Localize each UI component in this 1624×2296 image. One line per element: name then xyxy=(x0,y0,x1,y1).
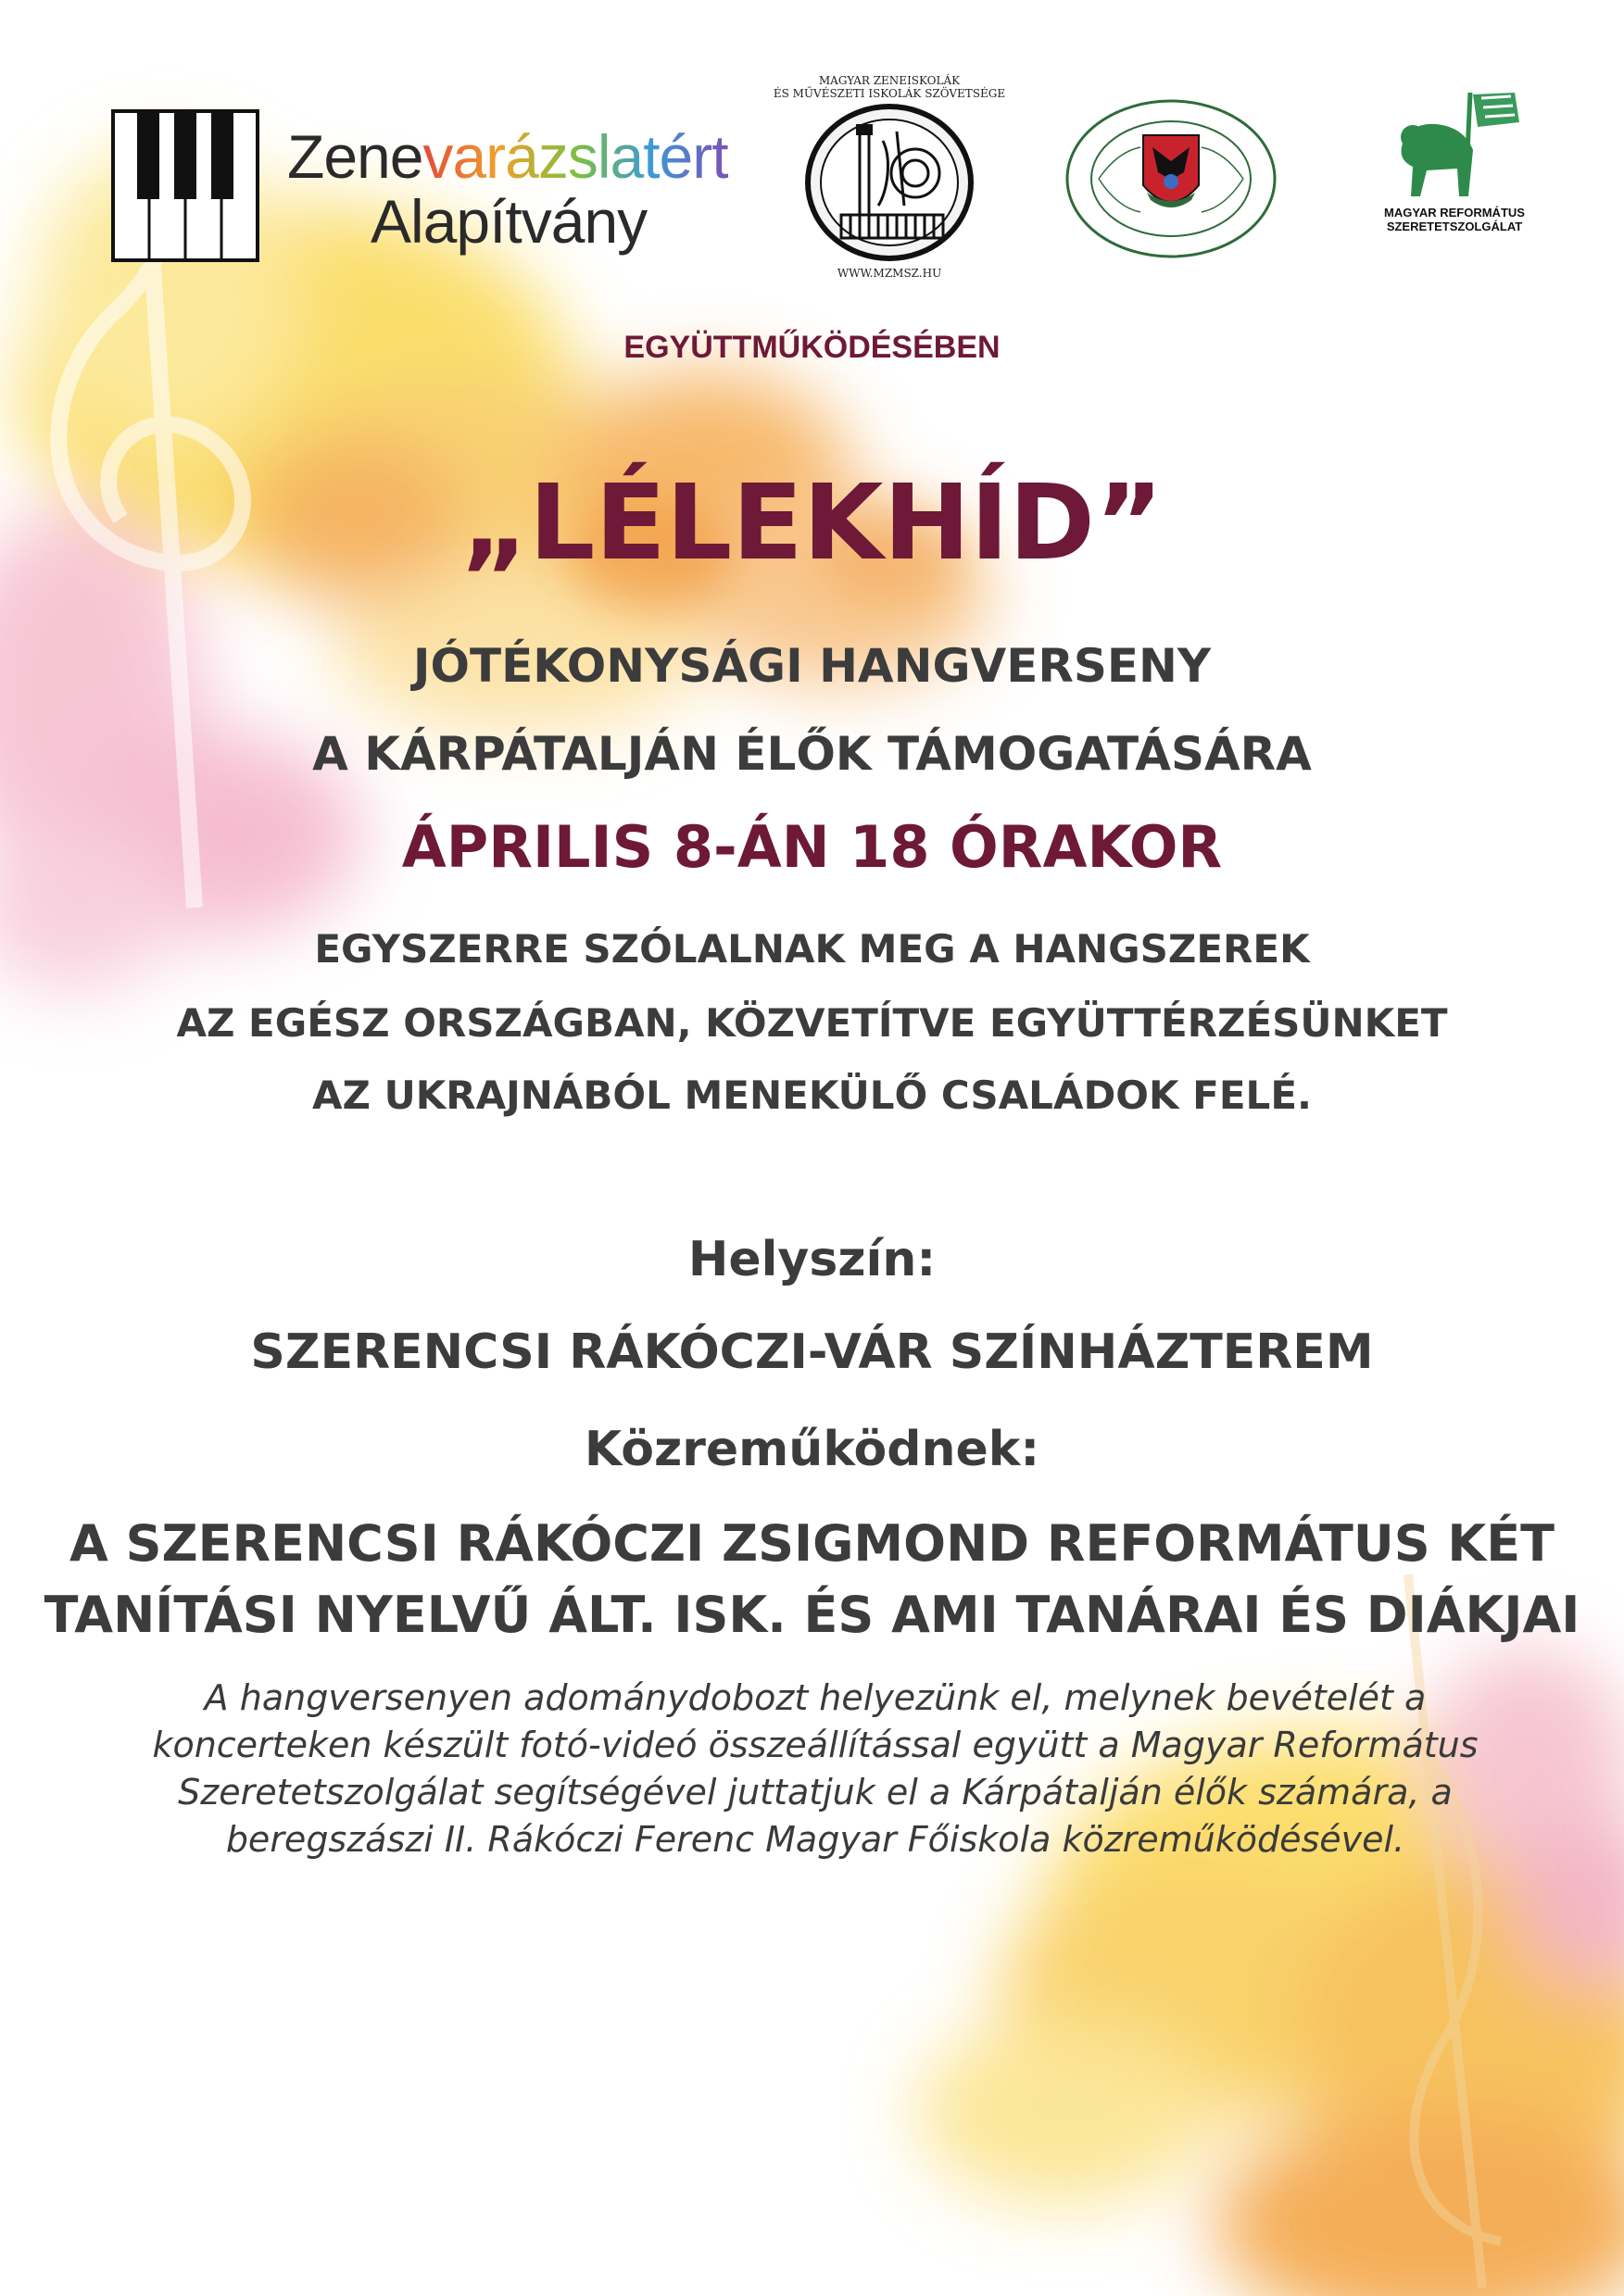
performers-line2: TANÍTÁSI NYELVŰ ÁLT. ISK. ÉS AMI TANÁRAI ÉS DIÁKJAI xyxy=(44,1586,1580,1644)
donation-note-line1: A hangversenyen adománydobozt helyezünk el, melynek bevételét a xyxy=(204,1677,1427,1718)
location-label: Helyszín: xyxy=(687,1232,937,1287)
cooperation-label: EGYÜTTMŰKÖDÉSÉBEN xyxy=(623,330,1001,365)
event-title: „LÉLEKHÍD” xyxy=(460,463,1164,583)
description-line1: EGYSZERRE SZÓLALNAK MEG A HANGSZEREK xyxy=(314,926,1310,972)
donation-note xyxy=(120,1675,1510,1863)
foundation-name-line2: Alapítvány xyxy=(371,187,648,256)
description-line3: AZ UKRAJNÁBÓL MENEKÜLŐ CSALÁDOK FELÉ. xyxy=(312,1073,1312,1118)
event-date: ÁPRILIS 8-ÁN 18 ÓRAKOR xyxy=(401,813,1223,881)
location-value: SZERENCSI RÁKÓCZI-VÁR SZÍNHÁZTEREM xyxy=(250,1324,1374,1380)
mzmsz-caption-top: MAGYAR ZENEISKOLÁK ÉS MŰVÉSZETI ISKOLÁK SZÖVETSÉGE xyxy=(773,74,1006,100)
piano-keys-icon xyxy=(111,109,259,262)
mre-logo xyxy=(1371,85,1538,270)
mzmsz-logo xyxy=(764,74,1014,282)
mzmsz-caption-bottom: WWW.MZMSZ.HU xyxy=(837,267,942,280)
subtitle-line2: A KÁRPÁTALJÁN ÉLŐK TÁMOGATÁSÁRA xyxy=(312,727,1312,781)
description-line2: AZ EGÉSZ ORSZÁGBAN, KÖZVETÍTVE EGYÜTTÉRZÉSÜNKET xyxy=(176,1000,1448,1046)
foundation-name-part2: varázslatért xyxy=(422,122,728,191)
donation-note-line4: beregszászi II. Rákóczi Ferenc Magyar Főiskola közreműködésével. xyxy=(225,1819,1405,1860)
mre-caption: MAGYAR REFORMÁTUS SZERETETSZOLGÁLAT xyxy=(1384,206,1525,233)
donation-note-line2: koncerteken készült fotó-videó összeállítással együtt a Magyar Református xyxy=(152,1725,1479,1765)
performers-label: Közreműködnek: xyxy=(584,1422,1040,1477)
rakoczi-academy-seal xyxy=(1062,96,1280,261)
performers-line1: A SZERENCSI RÁKÓCZI ZSIGMOND REFORMÁTUS KÉT xyxy=(69,1514,1555,1573)
foundation-name-part1: Zene xyxy=(287,122,423,191)
lamb-flag-icon xyxy=(1385,85,1524,206)
instruments-emblem-icon xyxy=(804,104,975,261)
zenevarazslatert-logo xyxy=(111,109,728,262)
subtitle-line1: JÓTÉKONYSÁGI HANGVERSENY xyxy=(412,639,1212,693)
donation-note-line3: Szeretetszolgálat segítségével juttatjuk el a Kárpátalján élők számára, a xyxy=(178,1772,1453,1813)
